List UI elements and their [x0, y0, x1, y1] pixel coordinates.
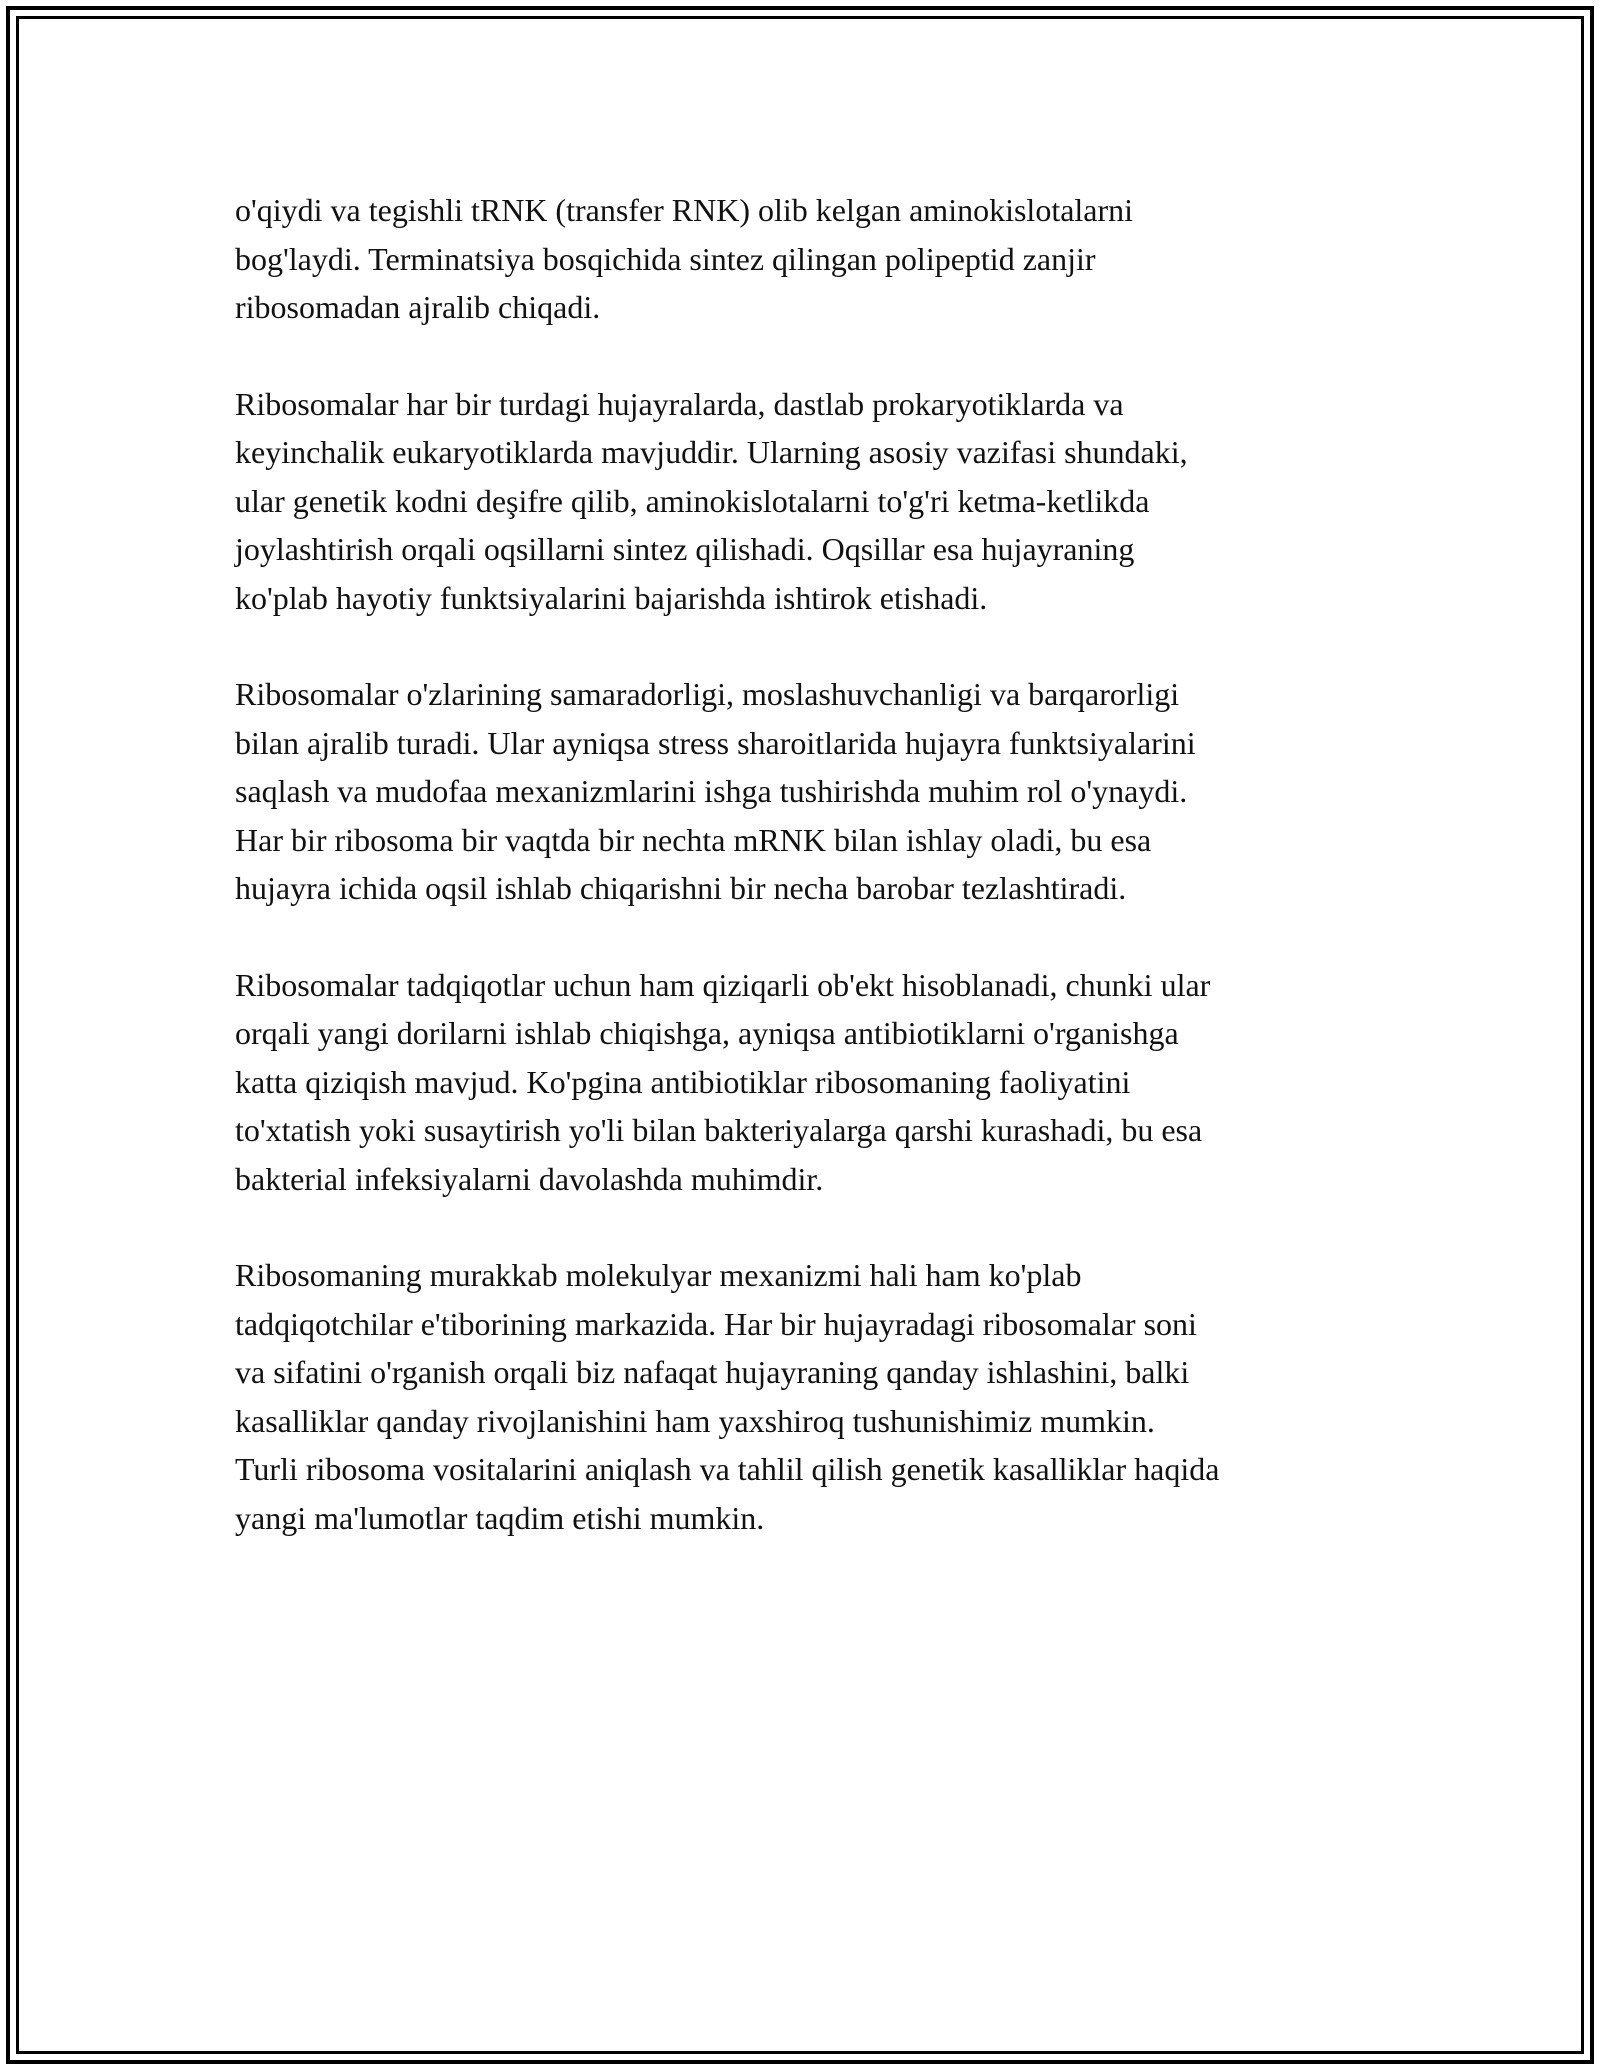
document-body — [235, 186, 1375, 1590]
text-line: bakterial infeksiyalarni davolashda muhimdir. — [235, 1160, 824, 1197]
text-line: keyinchalik eukaryotiklarda mavjuddir. Ularning asosiy vazifasi shundaki, — [235, 434, 1188, 470]
text-line: Ribosomalar o'zlarining samaradorligi, moslashuvchanligi va barqarorligi — [235, 676, 1180, 712]
text-line: ribosomadan ajralib chiqadi. — [235, 289, 601, 325]
text-line: bog'laydi. Terminatsiya bosqichida sintez qilingan polipeptid zanjir — [235, 240, 1096, 277]
text-line: hujayra ichida oqsil ishlab chiqarishni bir necha barobar tezlashtiradi. — [235, 870, 1127, 906]
paragraph-4 — [235, 961, 1375, 1204]
text-line: to'xtatish yoki susaytirish yo'li bilan bakteriyalarga qarshi kurashadi, bu esa — [235, 1112, 1203, 1148]
paragraph-2 — [235, 380, 1375, 623]
text-line: kasalliklar qanday rivojlanishini ham yaxshiroq tushunishimiz mumkin. — [235, 1402, 1155, 1439]
paragraph-5 — [235, 1251, 1375, 1542]
text-line: ular genetik kodni deşifre qilib, aminokislotalarni to'g'ri ketma-ketlikda — [235, 482, 1150, 519]
paragraph-3 — [235, 670, 1375, 913]
text-line: tadqiqotchilar e'tiborining markazida. Har bir hujayradagi ribosomalar soni — [235, 1305, 1197, 1342]
text-line: Ribosomalar har bir turdagi hujayralarda, dastlab prokaryotiklarda va — [235, 385, 1124, 422]
text-line: joylashtirish orqali oqsillarni sintez qilishadi. Oqsillar esa hujayraning — [235, 531, 1135, 567]
text-line: yangi ma'lumotlar taqdim etishi mumkin. — [235, 1499, 765, 1536]
text-line: katta qiziqish mavjud. Ko'pgina antibiotiklar ribosomaning faoliyatini — [235, 1063, 1131, 1100]
text-line: saqlash va mudofaa mexanizmlarini ishga tushirishda muhim rol o'ynaydi. — [235, 773, 1188, 809]
paragraph-1 — [235, 186, 1375, 332]
text-line: bilan ajralib turadi. Ular ayniqsa stress sharoitlarida hujayra funktsiyalarini — [235, 724, 1196, 761]
text-line: o'qiydi va tegishli tRNK (transfer RNK) olib kelgan aminokislotalarni — [235, 192, 1134, 228]
text-line: va sifatini o'rganish orqali biz nafaqat hujayraning qanday ishlashini, balki — [235, 1354, 1190, 1390]
text-line: Ribosomalar tadqiqotlar uchun ham qiziqarli ob'ekt hisoblanadi, chunki ular — [235, 966, 1211, 1003]
text-line: Ribosomaning murakkab molekulyar mexanizmi hali ham ko'plab — [235, 1257, 1082, 1293]
text-line: Har bir ribosoma bir vaqtda bir nechta mRNK bilan ishlay oladi, bu esa — [235, 821, 1152, 858]
text-line: orqali yangi dorilarni ishlab chiqishga, ayniqsa antibiotiklarni o'rganishga — [235, 1015, 1179, 1051]
text-line: Turli ribosoma vositalarini aniqlash va tahlil qilish genetik kasalliklar haqida — [235, 1451, 1220, 1487]
text-line: ko'plab hayotiy funktsiyalarini bajarishda ishtirok etishadi. — [235, 579, 988, 616]
